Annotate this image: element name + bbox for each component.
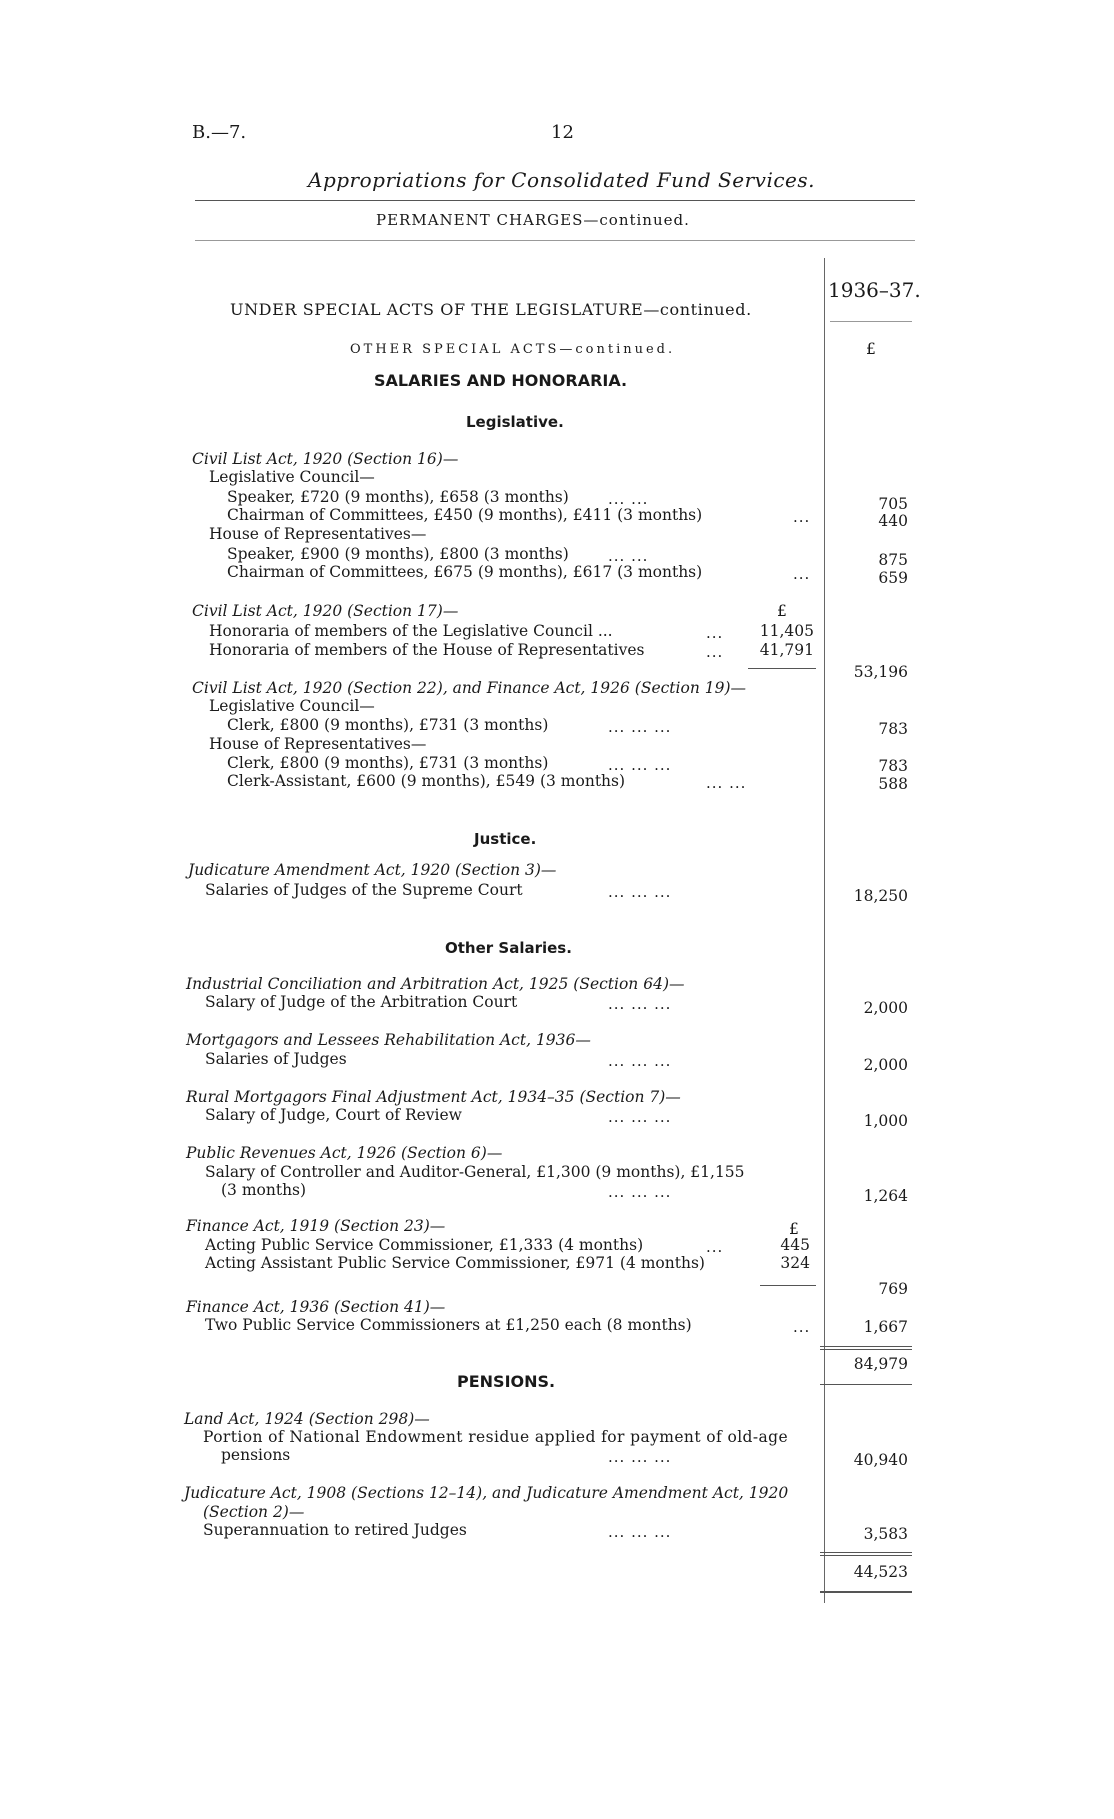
item-arbitration-judge: Salary of Judge of the Arbitration Court [205,993,518,1011]
leader-dots: ... [706,643,724,661]
label-legislative-council: Legislative Council— [209,468,375,486]
item-acting-psc: Acting Public Service Commissioner, £1,333 (4 months) [205,1236,644,1254]
item-national-endowment-cont: pensions [221,1446,291,1464]
label-house-of-representatives: House of Representatives— [209,525,427,543]
leader-dots: ... ... [706,774,747,792]
leader-dots: ... [706,1238,724,1256]
amount-column-rule [824,258,825,1603]
amount-honoraria-total: 53,196 [853,663,908,681]
year-rule [830,321,912,322]
act-rural-mortgagors: Rural Mortgagors Final Adjustment Act, 1934–35 (Section 7)— [186,1088,681,1106]
amount-acting-assistant-psc: 324 [780,1254,810,1272]
item-rehabilitation-judges: Salaries of Judges [205,1050,347,1068]
subtotal-rule [748,668,816,669]
item-honoraria-hr: Honoraria of members of the House of Representatives [209,641,645,659]
item-court-of-review-judge: Salary of Judge, Court of Review [205,1106,462,1124]
act-judicature-1908: Judicature Act, 1908 (Sections 12–14), and Judicature Amendment Act, 1920 [184,1484,789,1502]
heading-other-salaries: Other Salaries. [445,939,572,957]
item-honoraria-lc: Honoraria of members of the Legislative Council ... [209,622,613,640]
section-under-special: UNDER SPECIAL ACTS OF THE LEGISLATURE—continued. [230,300,752,319]
year-heading: 1936–37. [828,278,921,302]
leader-dots: ... [706,624,724,642]
heading-pensions: PENSIONS. [457,1372,556,1391]
amount-hr-speaker: 875 [878,551,908,569]
amount-finance-1919-total: 769 [878,1280,908,1298]
leader-dots: ... ... ... [608,718,672,736]
item-controller-auditor-general-cont: (3 months) [221,1181,307,1199]
item-lc-chairman: Chairman of Committees, £450 (9 months), £411 (3 months) [227,506,703,524]
inner-currency: £ [789,1220,799,1238]
item-hr-chairman: Chairman of Committees, £675 (9 months), £617 (3 months) [227,563,703,581]
item-hr-clerk: Clerk, £800 (9 months), £731 (3 months) [227,754,549,772]
total-rule [820,1346,912,1347]
item-supreme-court-judges: Salaries of Judges of the Supreme Court [205,881,523,899]
item-controller-auditor-general: Salary of Controller and Auditor-General, £1,300 (9 months), £1,155 [205,1163,745,1181]
title-rule [195,200,915,201]
leader-dots: ... ... ... [608,1448,672,1466]
act-mortgagors-lessees: Mortgagors and Lessees Rehabilitation Act, 1936— [186,1031,591,1049]
document-ref: B.—7. [192,122,247,143]
act-industrial-conciliation: Industrial Conciliation and Arbitration Act, 1925 (Section 64)— [186,975,685,993]
total-rule [820,1555,912,1556]
item-hr-clerk-assistant: Clerk-Assistant, £600 (9 months), £549 (3 months) [227,772,626,790]
total-rule [820,1384,912,1385]
leader-dots: ... ... ... [608,1523,672,1541]
page-title: Appropriations for Consolidated Fund Services. [308,168,816,192]
act-judicature-amendment: Judicature Amendment Act, 1920 (Section 3)— [188,861,557,879]
amount-hr-chairman: 659 [878,569,908,587]
leader-dots: ... ... ... [608,995,672,1013]
item-lc-speaker: Speaker, £720 (9 months), £658 (3 months) [227,488,569,506]
leader-dots: ... [793,565,811,583]
amount-pensions-total: 44,523 [853,1563,908,1581]
amount-acting-psc: 445 [780,1236,810,1254]
heading-legislative: Legislative. [466,413,564,431]
leader-dots: ... ... ... [608,1052,672,1070]
leader-dots: ... ... ... [608,756,672,774]
leader-dots: ... ... ... [608,883,672,901]
subtotal-rule [760,1285,816,1286]
amount-arbitration-judge: 2,000 [863,999,908,1017]
heading-salaries-honoraria: SALARIES AND HONORARIA. [374,371,628,390]
item-psc-commissioners: Two Public Service Commissioners at £1,250 each (8 months) [205,1316,692,1334]
inner-currency: £ [777,602,787,620]
act-civil-list-s22: Civil List Act, 1920 (Section 22), and Finance Act, 1926 (Section 19)— [192,679,746,697]
page-subtitle: PERMANENT CHARGES—continued. [376,211,690,229]
act-civil-list-s16: Civil List Act, 1920 (Section 16)— [192,450,459,468]
amount-court-of-review-judge: 1,000 [863,1112,908,1130]
leader-dots: ... ... ... [608,1108,672,1126]
total-rule [820,1552,912,1553]
item-superannuation-judges: Superannuation to retired Judges [203,1521,467,1539]
act-finance-1936: Finance Act, 1936 (Section 41)— [186,1298,446,1316]
label-house-of-representatives: House of Representatives— [209,735,427,753]
act-public-revenues: Public Revenues Act, 1926 (Section 6)— [186,1144,503,1162]
leader-dots: ... ... [608,547,649,565]
leader-dots: ... ... ... [608,1183,672,1201]
item-hr-speaker: Speaker, £900 (9 months), £800 (3 months) [227,545,569,563]
amount-national-endowment: 40,940 [853,1451,908,1469]
section-other-special: OTHER SPECIAL ACTS—continued. [350,342,676,357]
act-land-act: Land Act, 1924 (Section 298)— [184,1410,430,1428]
item-national-endowment: Portion of National Endowment residue applied for payment of old-age [203,1428,789,1446]
amount-honoraria-hr: 41,791 [759,641,814,659]
amount-rehabilitation-judges: 2,000 [863,1056,908,1074]
amount-hr-clerk-assistant: 588 [878,775,908,793]
item-lc-clerk: Clerk, £800 (9 months), £731 (3 months) [227,716,549,734]
amount-hr-clerk: 783 [878,757,908,775]
act-finance-1919: Finance Act, 1919 (Section 23)— [186,1217,446,1235]
amount-superannuation-judges: 3,583 [863,1525,908,1543]
total-rule [820,1349,912,1350]
amount-lc-speaker: 705 [878,495,908,513]
amount-supreme-court-judges: 18,250 [853,887,908,905]
leader-dots: ... [793,1318,811,1336]
page-number: 12 [551,122,574,143]
amount-salaries-total: 84,979 [853,1355,908,1373]
label-legislative-council: Legislative Council— [209,697,375,715]
act-civil-list-s17: Civil List Act, 1920 (Section 17)— [192,602,459,620]
amount-lc-clerk: 783 [878,720,908,738]
currency-heading: £ [866,340,876,358]
subtitle-rule [195,240,915,241]
amount-psc-commissioners: 1,667 [863,1318,908,1336]
act-judicature-1908-cont: (Section 2)— [203,1503,305,1521]
item-acting-assistant-psc: Acting Assistant Public Service Commissioner, £971 (4 months) [205,1254,705,1272]
amount-honoraria-lc: 11,405 [759,622,814,640]
amount-lc-chairman: 440 [878,512,908,530]
leader-dots: ... ... [608,490,649,508]
heading-justice: Justice. [474,830,537,848]
total-rule [820,1591,912,1593]
leader-dots: ... [793,508,811,526]
amount-controller-auditor-general: 1,264 [863,1187,908,1205]
